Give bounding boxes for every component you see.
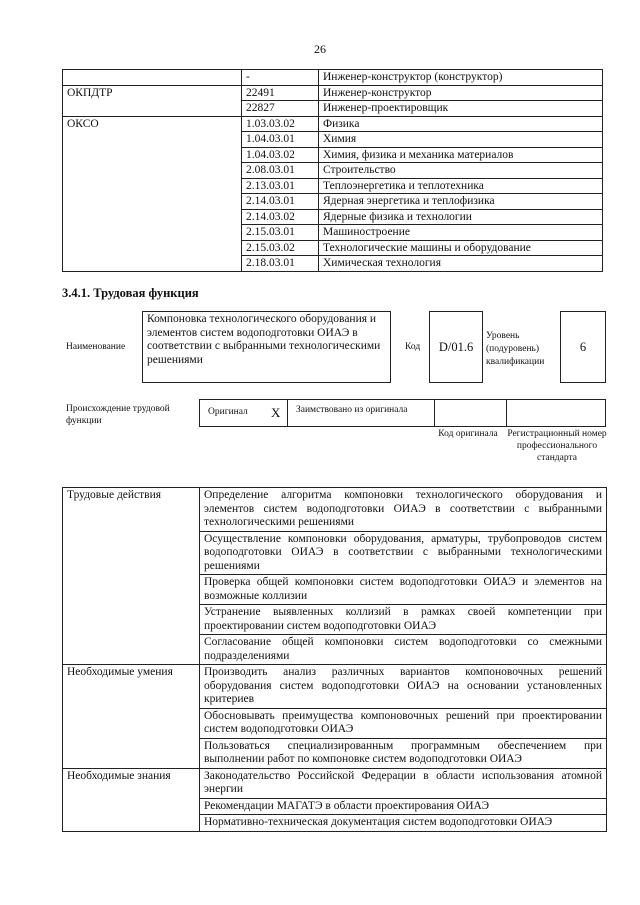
- reg-number-cell: [506, 400, 606, 426]
- labor-row: [63, 815, 607, 832]
- labor-row: [63, 605, 607, 635]
- codes-title-cell: Химическая технология: [319, 256, 603, 272]
- labor-row: [63, 738, 607, 768]
- codes-group-cell: [63, 225, 242, 241]
- original-label: Оригинал: [199, 400, 287, 426]
- codes-group-cell: [63, 163, 242, 179]
- codes-row: [63, 194, 603, 210]
- codes-code-cell: 2.08.03.01: [242, 163, 319, 179]
- labor-group-cell: [63, 605, 200, 635]
- codes-row: [63, 256, 603, 272]
- codes-group-cell: [63, 101, 242, 117]
- labor-row: [63, 798, 607, 815]
- labor-group-cell: [63, 531, 200, 575]
- codes-code-cell: -: [242, 70, 319, 86]
- labor-row: [63, 488, 607, 532]
- borrowed-label: Заимствовано из оригинала: [287, 400, 434, 426]
- codes-code-cell: 22491: [242, 85, 319, 101]
- codes-title-cell: Машиностроение: [319, 225, 603, 241]
- codes-code-cell: 1.03.03.02: [242, 116, 319, 132]
- labor-text-cell: Законодательство Российской Федерации в области использования атомной энергии: [200, 768, 607, 798]
- labor-row: [63, 575, 607, 605]
- codes-group-cell: [63, 256, 242, 272]
- codes-group-cell: [63, 178, 242, 194]
- codes-group-cell: [63, 147, 242, 163]
- page-number: 26: [314, 42, 326, 56]
- labor-text-cell: Производить анализ различных вариантов компоновочных решений оборудования систем водоподготовки ОИАЭ на основании установленных критериев: [200, 665, 607, 709]
- labor-text-cell: Пользоваться специализированным программным обеспечением при выполнении работ по компоновке систем водоподготовки ОИАЭ: [200, 738, 607, 768]
- labor-group-cell: [63, 575, 200, 605]
- labor-text-cell: Согласование общей компоновки систем водоподготовки со смежными подразделениями: [200, 635, 607, 665]
- codes-row: [63, 147, 603, 163]
- function-code-box: D/01.6: [429, 311, 483, 383]
- codes-group-cell: ОКСО: [63, 116, 242, 132]
- codes-title-cell: Ядерные физика и технологии: [319, 209, 603, 225]
- codes-title-cell: Физика: [319, 116, 603, 132]
- codes-code-cell: 1.04.03.01: [242, 132, 319, 148]
- origin-row: [199, 399, 606, 427]
- codes-group-cell: ОКПДТР: [63, 85, 242, 101]
- codes-title-cell: Химия: [319, 132, 603, 148]
- labor-row: [63, 768, 607, 798]
- code-original-label: Код оригинала: [438, 429, 498, 439]
- codes-code-cell: 2.15.03.01: [242, 225, 319, 241]
- qualification-level-box: 6: [560, 311, 606, 383]
- level-label: Уровень (подуровень) квалификации: [486, 331, 545, 367]
- codes-code-cell: 2.13.03.01: [242, 178, 319, 194]
- codes-title-cell: Инженер-проектировщик: [319, 101, 603, 117]
- labor-row: [63, 635, 607, 665]
- codes-title-cell: Инженер-конструктор (конструктор): [319, 70, 603, 86]
- codes-code-cell: 2.14.03.01: [242, 194, 319, 210]
- origin-label: Происхождение трудовой функции: [66, 404, 170, 426]
- codes-code-cell: 22827: [242, 101, 319, 117]
- codes-group-cell: [63, 194, 242, 210]
- codes-group-cell: [63, 209, 242, 225]
- labor-text-cell: Рекомендации МАГАТЭ в области проектирования ОИАЭ: [200, 798, 607, 815]
- labor-function-table: [62, 487, 607, 832]
- codes-table: [62, 69, 603, 272]
- labor-group-cell: [63, 815, 200, 832]
- codes-title-cell: Теплоэнергетика и теплотехника: [319, 178, 603, 194]
- labor-group-cell: [63, 708, 200, 738]
- codes-group-cell: [63, 240, 242, 256]
- labor-group-cell: [63, 635, 200, 665]
- labor-text-cell: Определение алгоритма компоновки технологического оборудования и элементов систем водоподготовки ОИАЭ в соответствии с выбранными технологическими решениями: [200, 488, 607, 532]
- codes-row: [63, 240, 603, 256]
- codes-title-cell: Технологические машины и оборудование: [319, 240, 603, 256]
- codes-group-cell: [63, 70, 242, 86]
- codes-title-cell: Ядерная энергетика и теплофизика: [319, 194, 603, 210]
- labor-group-cell: Необходимые умения: [63, 665, 200, 709]
- labor-text-cell: Устранение выявленных коллизий в рамках своей компетенции при проектировании систем водоподготовки ОИАЭ: [200, 605, 607, 635]
- code-original-cell: [434, 400, 506, 426]
- codes-row: [63, 132, 603, 148]
- labor-group-cell: [63, 738, 200, 768]
- reg-number-label: Регистрационный номер профессионального стандарта: [507, 429, 607, 463]
- labor-row: [63, 665, 607, 709]
- function-name-box: Компоновка технологического оборудования и элементов систем водоподготовки ОИАЭ в соответствии с выбранными технологическими решениями: [142, 311, 391, 383]
- labor-group-cell: [63, 798, 200, 815]
- codes-row: [63, 101, 603, 117]
- labor-row: [63, 708, 607, 738]
- labor-group-cell: Необходимые знания: [63, 768, 200, 798]
- codes-title-cell: Химия, физика и механика материалов: [319, 147, 603, 163]
- labor-text-cell: Нормативно-техническая документация систем водоподготовки ОИАЭ: [200, 815, 607, 832]
- codes-row: [63, 163, 603, 179]
- original-mark: X: [271, 405, 281, 420]
- labor-group-cell: Трудовые действия: [63, 488, 200, 532]
- codes-code-cell: 1.04.03.02: [242, 147, 319, 163]
- codes-row: [63, 116, 603, 132]
- codes-group-cell: [63, 132, 242, 148]
- codes-code-cell: 2.15.03.02: [242, 240, 319, 256]
- codes-row: [63, 70, 603, 86]
- codes-row: [63, 178, 603, 194]
- labor-row: [63, 531, 607, 575]
- labor-text-cell: Обосновывать преимущества компоновочных решений при проектировании систем водоподготовки ОИАЭ: [200, 708, 607, 738]
- codes-row: [63, 209, 603, 225]
- codes-row: [63, 85, 603, 101]
- name-label: Наименование: [66, 342, 126, 352]
- codes-code-cell: 2.14.03.02: [242, 209, 319, 225]
- labor-text-cell: Осуществление компоновки оборудования, арматуры, трубопроводов систем водоподготовки ОИАЭ в соответствии с выбранными технологическими решениями: [200, 531, 607, 575]
- codes-title-cell: Инженер-конструктор: [319, 85, 603, 101]
- labor-text-cell: Проверка общей компоновки систем водоподготовки ОИАЭ и элементов на возможные коллизии: [200, 575, 607, 605]
- codes-title-cell: Строительство: [319, 163, 603, 179]
- code-label: Код: [405, 342, 421, 352]
- codes-row: [63, 225, 603, 241]
- section-title: 3.4.1. Трудовая функция: [62, 286, 199, 300]
- codes-code-cell: 2.18.03.01: [242, 256, 319, 272]
